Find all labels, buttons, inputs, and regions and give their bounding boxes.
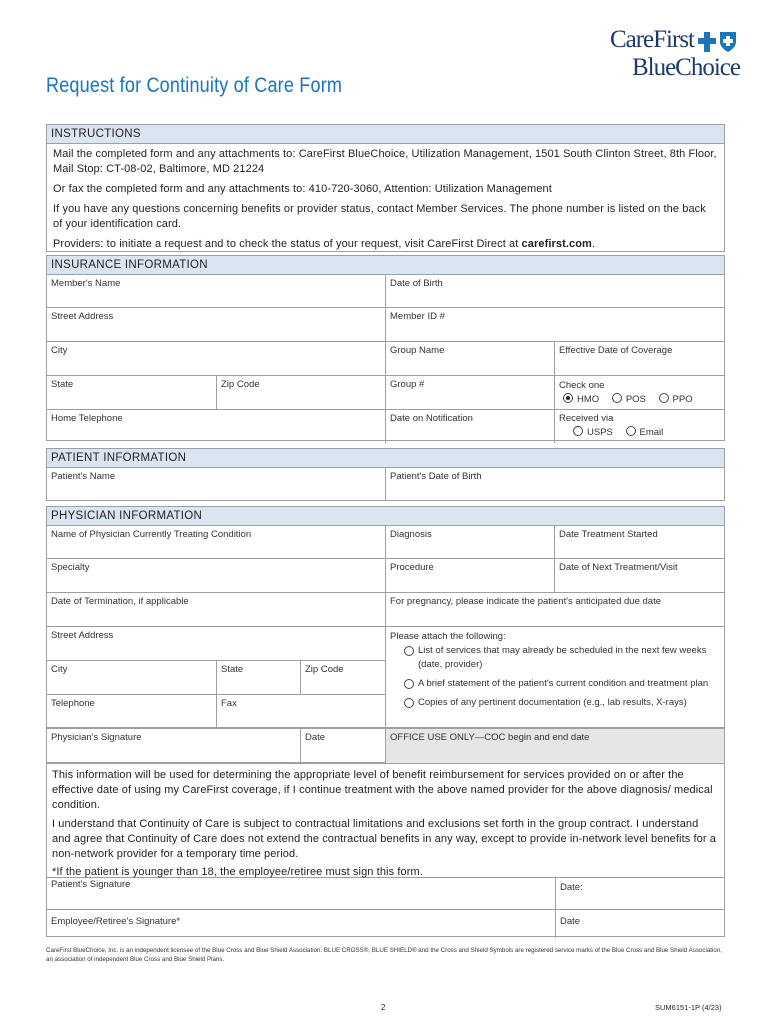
physician-telephone-field[interactable]: Telephone bbox=[47, 695, 217, 727]
carefirst-link[interactable]: carefirst.com bbox=[521, 238, 592, 250]
street-address-field[interactable]: Street Address bbox=[47, 308, 386, 341]
radio-icon bbox=[612, 393, 622, 403]
page-number: 2 bbox=[381, 1003, 386, 1012]
ppo-radio[interactable]: PPO bbox=[659, 394, 693, 405]
patients-name-field[interactable]: Patient's Name bbox=[47, 468, 386, 501]
physician-signature-field[interactable]: Physician's Signature bbox=[47, 729, 301, 763]
next-treatment-field[interactable]: Date of Next Treatment/Visit bbox=[559, 562, 678, 573]
insurance-header: INSURANCE INFORMATION bbox=[47, 256, 724, 275]
office-use-field: OFFICE USE ONLY—COC begin and end date bbox=[386, 729, 724, 763]
diagnosis-field[interactable]: Diagnosis bbox=[386, 526, 555, 558]
state-field[interactable]: State bbox=[47, 376, 217, 409]
pos-radio[interactable]: POS bbox=[612, 394, 646, 405]
instructions-questions: If you have any questions concerning benefits or provider status, contact Member Services. The phone number is listed on the back of your identification card. bbox=[53, 203, 706, 230]
usps-radio[interactable]: USPS bbox=[573, 427, 613, 438]
instructions-section bbox=[46, 124, 725, 252]
logo-line-1: CareFirst bbox=[609, 26, 694, 53]
radio-icon bbox=[626, 426, 636, 436]
radio-icon bbox=[659, 393, 669, 403]
date-notification-field[interactable]: Date on Notification bbox=[386, 410, 555, 443]
physician-section bbox=[46, 506, 725, 763]
patient-section bbox=[46, 448, 725, 501]
instructions-mail: Mail the completed form and any attachments to: CareFirst BlueChoice, Utilization Management, 1501 South Clinton Street, 8th Floor, Mail Stop: CT-08-02, Baltimore, MD 21224 bbox=[53, 148, 717, 175]
attachments-list: Please attach the following: List of services that may already be scheduled in the next few weeks (date, provider) A brief statement of the patient's current condition and treatment plan Copies of any pertinent documentation (e.g., lab results, X-rays) bbox=[390, 631, 709, 708]
patient-signature-date-field[interactable]: Date: bbox=[560, 882, 583, 893]
physician-date-field[interactable]: Date bbox=[301, 729, 386, 763]
physician-state-field[interactable]: State bbox=[217, 661, 301, 694]
specialty-field[interactable]: Specialty bbox=[47, 559, 386, 592]
consent-paragraph-2: I understand that Continuity of Care is subject to contractual limitations and exclusions set forth in the group contract. I understand and agree that Continuity of Care does not extend the contractual benefits in any way, except to provide in-network level benefits for a non-network provider for a temporary time period. bbox=[52, 818, 717, 860]
date-of-birth-field[interactable]: Date of Birth bbox=[390, 278, 443, 289]
physician-zip-field[interactable]: Zip Code bbox=[305, 664, 344, 675]
consent-note: *If the patient is younger than 18, the employee/retiree must sign this form. bbox=[52, 866, 423, 878]
consent-paragraph-1: This information will be used for determining the appropriate level of benefit reimbursement for services provided on or after the effective date of using my CareFirst coverage, if I continue treatment with the above named provider for the above diagnosis/ medical condition. bbox=[52, 769, 713, 811]
effective-date-field[interactable]: Effective Date of Coverage bbox=[559, 345, 673, 356]
cross-shield-icon bbox=[698, 30, 738, 54]
logo-line-2: BlueChoice bbox=[631, 54, 740, 81]
attach-services-radio[interactable] bbox=[404, 646, 414, 656]
employee-signature-date-field[interactable]: Date bbox=[560, 916, 581, 927]
patients-dob-field[interactable]: Patient's Date of Birth bbox=[390, 471, 482, 482]
received-via-group: Received via USPS Email bbox=[559, 413, 664, 438]
radio-icon bbox=[573, 426, 583, 436]
group-number-field[interactable]: Group # bbox=[386, 376, 555, 409]
termination-date-field[interactable]: Date of Termination, if applicable bbox=[47, 593, 386, 626]
members-name-field[interactable]: Member's Name bbox=[47, 275, 386, 307]
instructions-header: INSTRUCTIONS bbox=[47, 125, 724, 144]
form-id: SUM6151-1P (4/23) bbox=[655, 1003, 722, 1012]
attach-statement-radio[interactable] bbox=[404, 679, 414, 689]
radio-checked-icon bbox=[563, 393, 573, 403]
instructions-providers: Providers: to initiate a request and to check the status of your request, visit CareFirst Direct at carefirst.com. bbox=[53, 238, 596, 250]
procedure-field[interactable]: Procedure bbox=[386, 559, 555, 592]
carefirst-logo bbox=[580, 26, 740, 88]
patient-header: PATIENT INFORMATION bbox=[47, 449, 724, 468]
home-telephone-field[interactable]: Home Telephone bbox=[47, 410, 386, 443]
email-radio[interactable]: Email bbox=[626, 427, 664, 438]
instructions-fax: Or fax the completed form and any attachments to: 410-720-3060, Attention: Utilization Management bbox=[53, 183, 552, 195]
pregnancy-due-date-field[interactable]: For pregnancy, please indicate the patient's anticipated due date bbox=[390, 596, 661, 607]
physician-city-field[interactable]: City bbox=[47, 661, 217, 694]
insurance-section bbox=[46, 255, 725, 441]
group-name-field[interactable]: Group Name bbox=[386, 342, 555, 375]
member-id-field[interactable]: Member ID # bbox=[390, 311, 445, 322]
zip-code-field[interactable]: Zip Code bbox=[217, 376, 386, 409]
plan-type-group: Check one HMO POS PPO bbox=[559, 380, 693, 405]
physician-name-field[interactable]: Name of Physician Currently Treating Condition bbox=[47, 526, 386, 558]
consent-section bbox=[46, 763, 725, 937]
hmo-radio[interactable]: HMO bbox=[563, 394, 599, 405]
physician-header: PHYSICIAN INFORMATION bbox=[47, 507, 724, 526]
physician-fax-field[interactable]: Fax bbox=[221, 698, 237, 709]
attach-documentation-radio[interactable] bbox=[404, 698, 414, 708]
page-title: Request for Continuity of Care Form bbox=[46, 74, 343, 97]
patient-signature-field[interactable]: Patient's Signature bbox=[47, 878, 556, 909]
date-treatment-started-field[interactable]: Date Treatment Started bbox=[559, 529, 658, 540]
city-field[interactable]: City bbox=[47, 342, 386, 375]
footer-disclaimer: CareFirst BlueChoice, Inc. is an independent licensee of the Blue Cross and Blue Shield Association. BLUE CROSS®, BLUE SHIELD® and the Cross and Shield Symbols are registered service marks of the Blue Cross and Blue Shield Association, an association of independent Blue Cross and Blue Shield Plans. bbox=[46, 947, 722, 963]
physician-street-field[interactable]: Street Address bbox=[47, 627, 385, 661]
employee-signature-field[interactable]: Employee/Retiree's Signature* bbox=[47, 910, 556, 938]
